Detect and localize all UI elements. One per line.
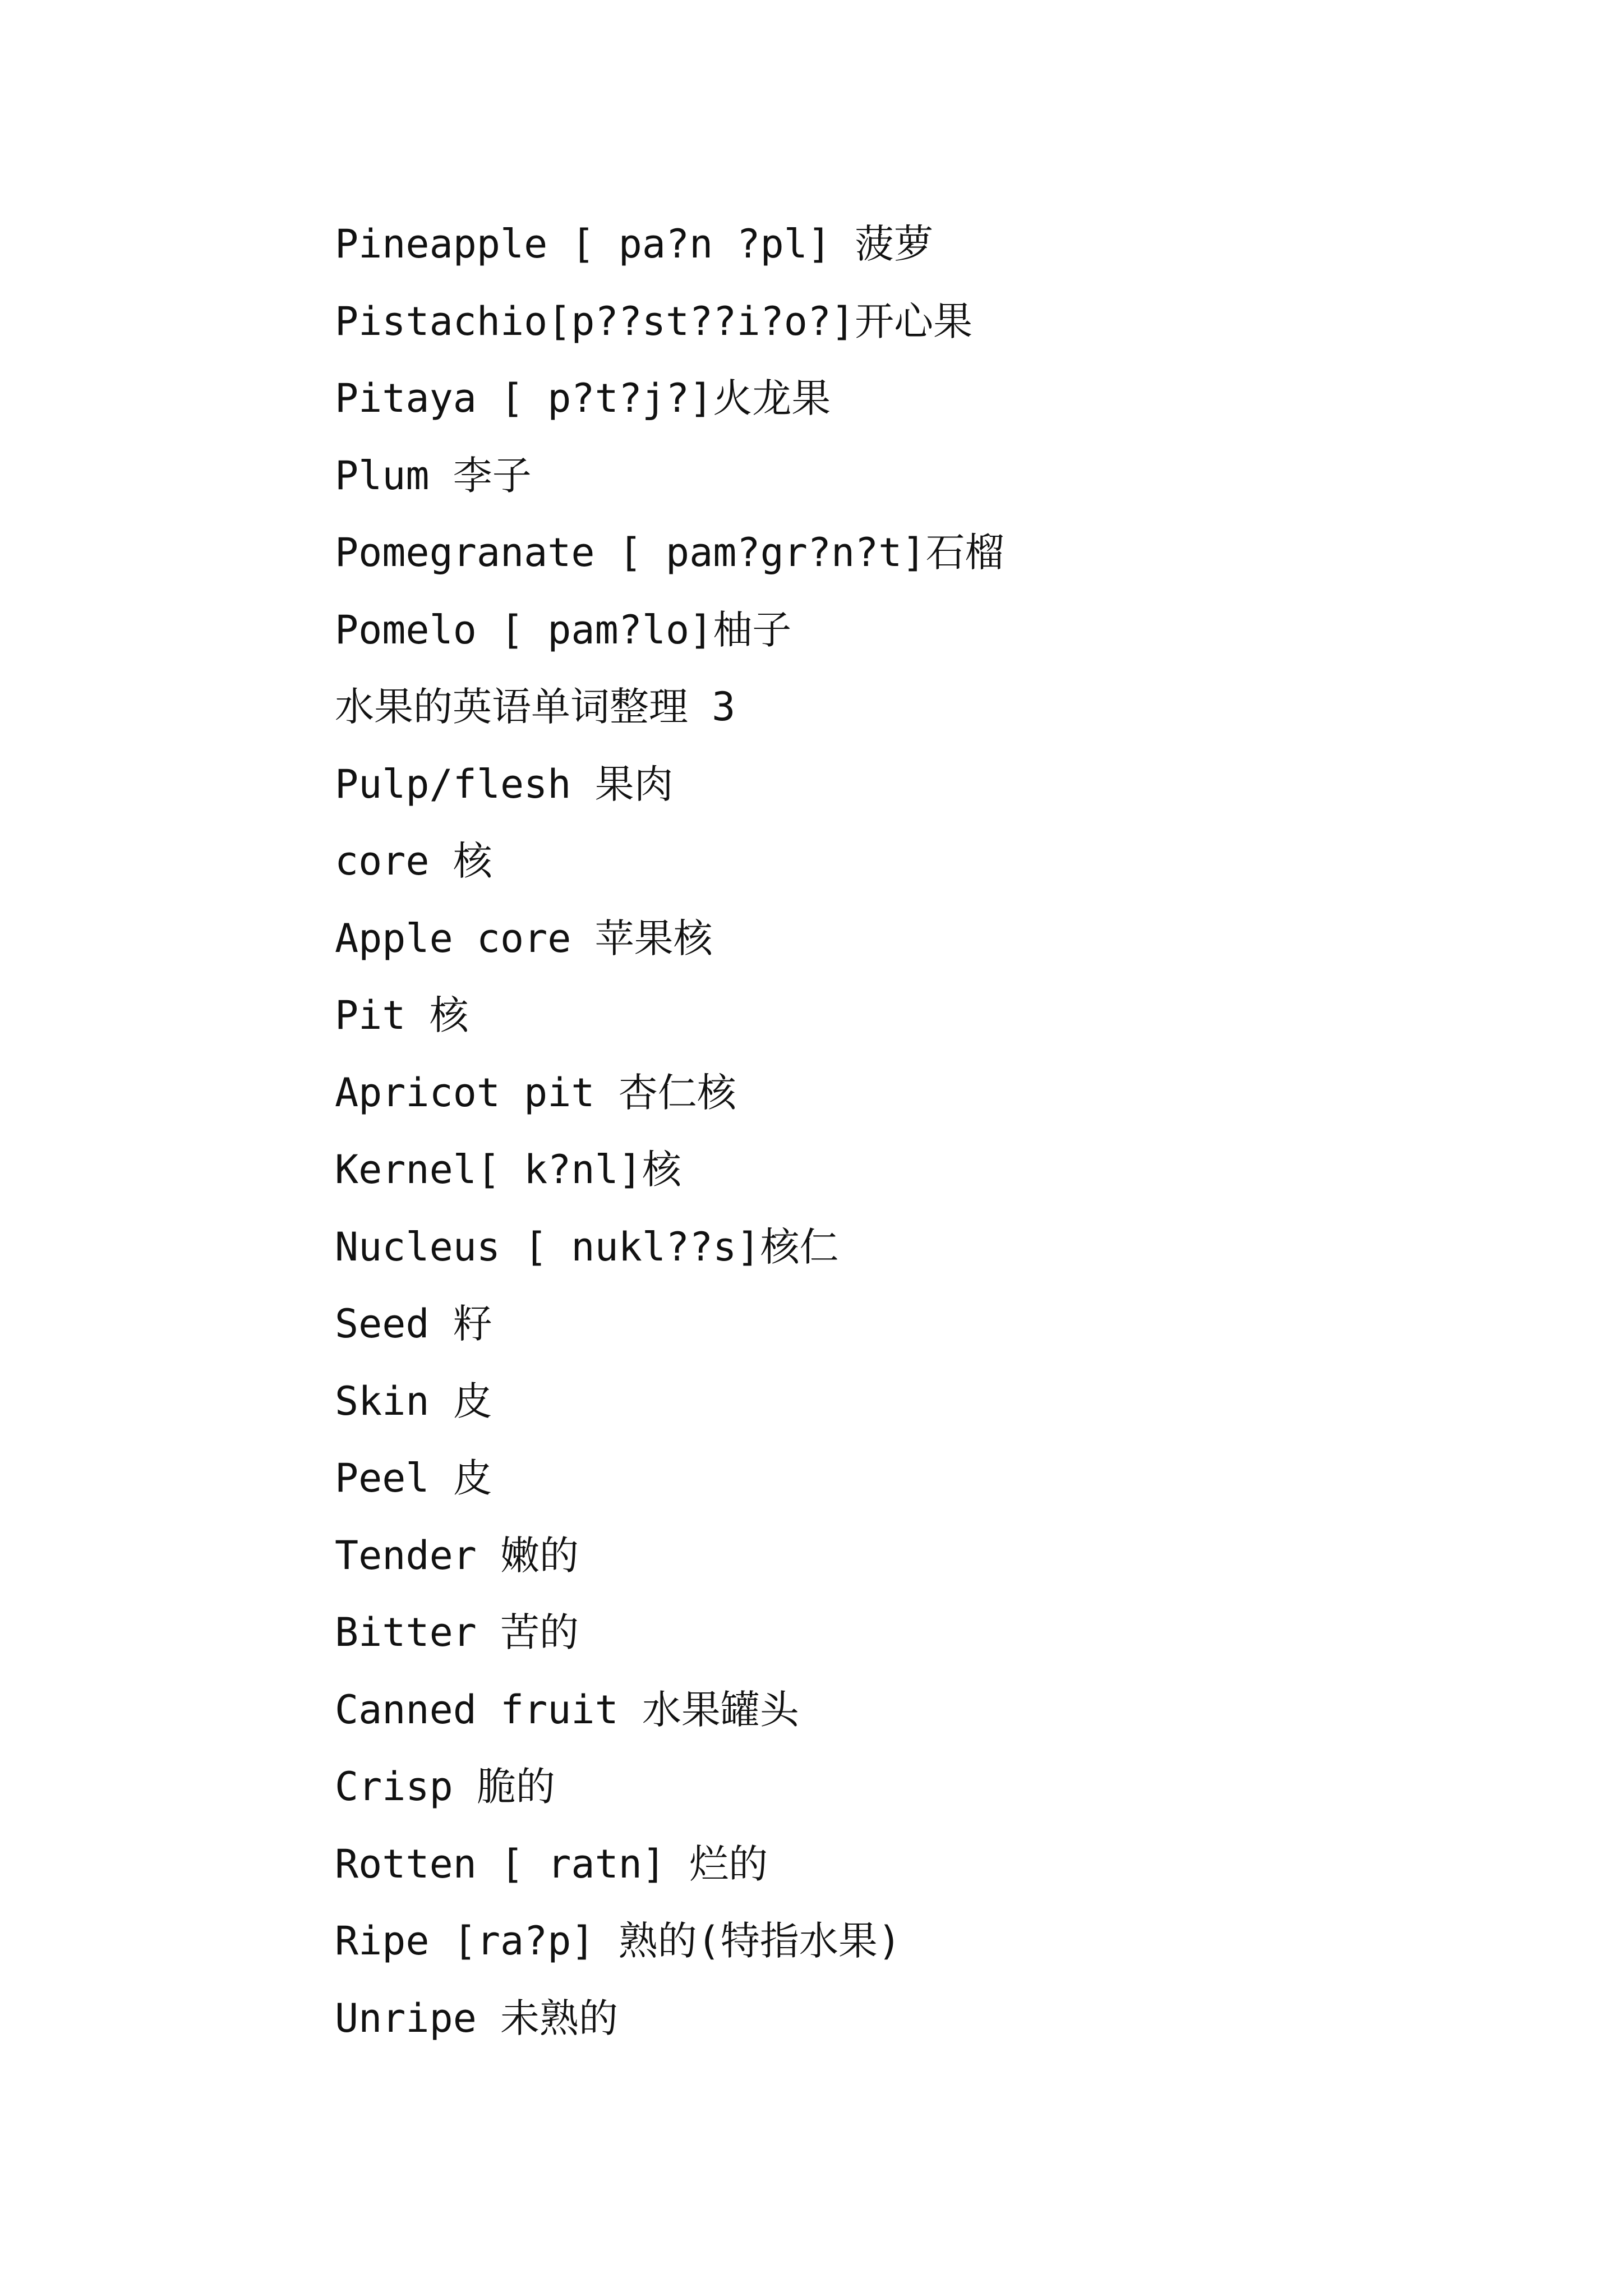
vocab-line: Kernel[ k?nl]核 [335, 1147, 681, 1193]
vocab-line: core 核 [335, 838, 492, 884]
vocab-line: Pineapple [ pa?n ?pl] 菠萝 [335, 221, 934, 267]
vocab-line: Pulp/flesh 果肉 [335, 761, 674, 807]
vocab-line: Skin 皮 [335, 1378, 492, 1424]
vocab-line: Plum 李子 [335, 452, 532, 499]
vocab-line: Peel 皮 [335, 1455, 492, 1501]
vocab-line: Ripe [ra?p] 熟的(特指水果) [335, 1918, 902, 1964]
vocab-line: Canned fruit 水果罐头 [335, 1686, 799, 1733]
vocab-line: Pomelo [ pam?lo]柚子 [335, 606, 792, 653]
vocab-line: Rotten [ ratn] 烂的 [335, 1841, 768, 1887]
vocab-line: Apple core 苹果核 [335, 915, 713, 961]
vocab-line: Apricot pit 杏仁核 [335, 1069, 736, 1116]
vocab-line: Tender 嫩的 [335, 1532, 579, 1579]
section-heading: 水果的英语单词整理 3 [335, 684, 736, 730]
vocab-line: Nucleus [ nukl??s]核仁 [335, 1223, 839, 1270]
vocab-line: Pistachio[p??st??i?o?]开心果 [335, 298, 973, 344]
vocabulary-list [335, 210, 1004, 2062]
vocab-line: Seed 籽 [335, 1301, 492, 1347]
vocab-line: Bitter 苦的 [335, 1609, 579, 1655]
vocab-line: Crisp 脆的 [335, 1764, 555, 1810]
vocab-line: Unripe 未熟的 [335, 1995, 619, 2041]
vocab-line: Pit 核 [335, 992, 469, 1038]
vocab-line: Pomegranate [ pam?gr?n?t]石榴 [335, 530, 1004, 576]
vocab-line: Pitaya [ p?t?j?]火龙果 [335, 375, 831, 421]
